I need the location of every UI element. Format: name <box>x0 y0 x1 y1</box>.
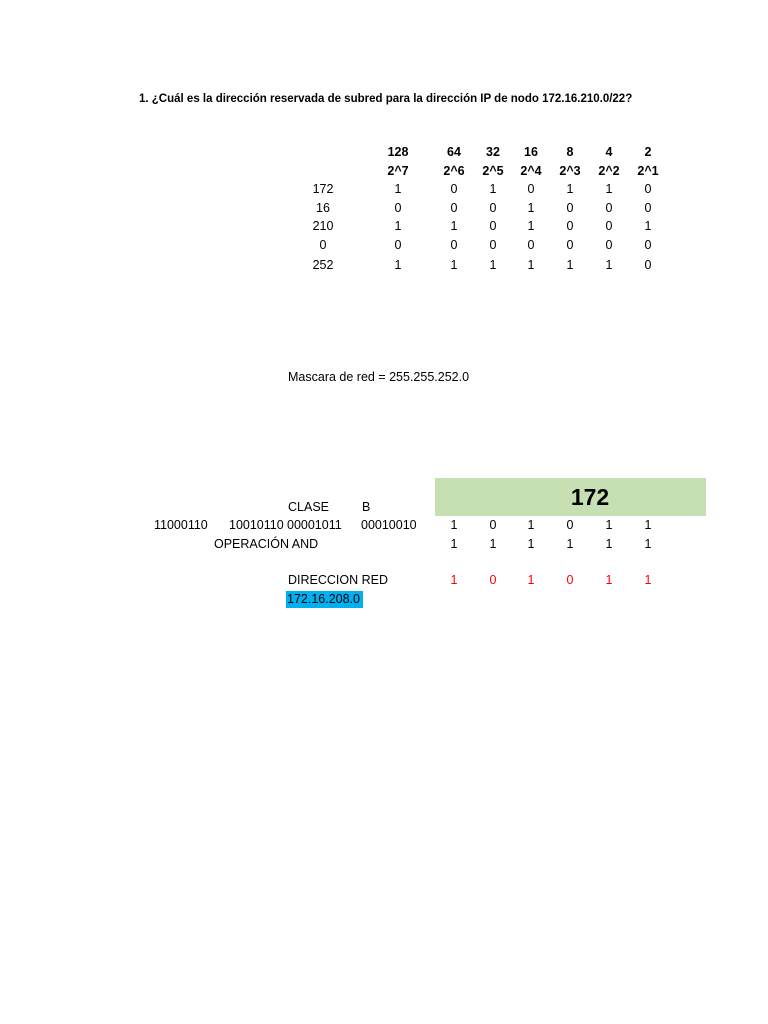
question-text: 1. ¿Cuál es la dirección reservada de subred para la dirección IP de nodo 172.16.210.0/22? <box>139 93 633 105</box>
bit-cell: 0 <box>489 238 497 252</box>
col-power-5: 2^5 <box>482 164 504 178</box>
and-bit-cell: 0 <box>489 518 497 532</box>
mask-bit-cell: 1 <box>527 537 535 551</box>
bit-cell: 1 <box>527 201 535 215</box>
clase-label: CLASE <box>288 500 329 514</box>
bit-cell: 1 <box>566 258 574 272</box>
bit-cell: 1 <box>566 182 574 196</box>
bit-cell: 0 <box>644 201 652 215</box>
bit-cell: 1 <box>489 258 497 272</box>
col-power-6: 2^6 <box>443 164 465 178</box>
row-label-172: 172 <box>312 182 334 196</box>
col-power-3: 2^3 <box>559 164 581 178</box>
result-bit-cell: 0 <box>489 573 497 587</box>
mask-bit-cell: 1 <box>489 537 497 551</box>
col-header-4: 4 <box>605 145 613 159</box>
bit-cell: 1 <box>450 219 458 233</box>
bit-cell: 1 <box>605 182 613 196</box>
mask-bit-cell: 1 <box>450 537 458 551</box>
bit-cell: 1 <box>489 182 497 196</box>
bit-cell: 1 <box>394 219 402 233</box>
binary-octet: 00010010 <box>361 518 417 532</box>
col-power-7: 2^7 <box>387 164 409 178</box>
bit-cell: 0 <box>527 238 535 252</box>
bit-cell: 0 <box>644 238 652 252</box>
clase-value: B <box>362 500 371 514</box>
col-power-2: 2^2 <box>598 164 620 178</box>
bit-cell: 1 <box>527 258 535 272</box>
row-label-0: 0 <box>319 238 327 252</box>
result-bit-cell: 1 <box>644 573 652 587</box>
octet-header-cell <box>435 478 706 516</box>
bit-cell: 0 <box>450 201 458 215</box>
result-bit-cell: 0 <box>566 573 574 587</box>
bit-cell: 0 <box>566 238 574 252</box>
bit-cell: 1 <box>394 258 402 272</box>
and-bit-cell: 0 <box>566 518 574 532</box>
network-address-result: 172.16.208.0 <box>286 591 363 608</box>
row-label-210: 210 <box>312 219 334 233</box>
and-bit-cell: 1 <box>605 518 613 532</box>
bit-cell: 1 <box>644 219 652 233</box>
bit-cell: 0 <box>489 219 497 233</box>
bit-cell: 0 <box>605 219 613 233</box>
bit-cell: 0 <box>605 201 613 215</box>
mask-bit-cell: 1 <box>566 537 574 551</box>
mask-bit-cell: 1 <box>644 537 652 551</box>
col-power-1: 2^1 <box>637 164 659 178</box>
col-header-2: 2 <box>644 145 652 159</box>
bit-cell: 0 <box>644 182 652 196</box>
bit-cell: 0 <box>527 182 535 196</box>
and-bit-cell: 1 <box>527 518 535 532</box>
row-label-16: 16 <box>316 201 330 215</box>
col-header-16: 16 <box>524 145 538 159</box>
bit-cell: 0 <box>489 201 497 215</box>
bit-cell: 1 <box>527 219 535 233</box>
bit-cell: 0 <box>644 258 652 272</box>
and-bit-cell: 1 <box>450 518 458 532</box>
col-header-8: 8 <box>566 145 574 159</box>
bit-cell: 0 <box>450 238 458 252</box>
bit-cell: 1 <box>605 258 613 272</box>
bit-cell: 0 <box>605 238 613 252</box>
bit-cell: 0 <box>450 182 458 196</box>
and-operation-label: OPERACIÓN AND <box>214 537 319 551</box>
bit-cell: 0 <box>394 238 402 252</box>
col-power-4: 2^4 <box>520 164 542 178</box>
col-header-128: 128 <box>387 145 409 159</box>
and-bit-cell: 1 <box>644 518 652 532</box>
network-mask-text: Mascara de red = 255.255.252.0 <box>288 370 470 384</box>
binary-octet: 11000110 <box>154 518 208 532</box>
bit-cell: 0 <box>394 201 402 215</box>
binary-octet: 00001011 <box>287 518 342 532</box>
result-bit-cell: 1 <box>527 573 535 587</box>
octet-header-value: 172 <box>570 484 610 510</box>
col-header-32: 32 <box>486 145 500 159</box>
result-bit-cell: 1 <box>450 573 458 587</box>
col-header-64: 64 <box>447 145 461 159</box>
bit-cell: 0 <box>566 201 574 215</box>
bit-cell: 1 <box>394 182 402 196</box>
row-label-252: 252 <box>312 258 334 272</box>
mask-bit-cell: 1 <box>605 537 613 551</box>
direccion-red-label: DIRECCION RED <box>288 573 389 587</box>
result-bit-cell: 1 <box>605 573 613 587</box>
bit-cell: 1 <box>450 258 458 272</box>
binary-octet: 10010110 <box>229 518 284 532</box>
bit-cell: 0 <box>566 219 574 233</box>
